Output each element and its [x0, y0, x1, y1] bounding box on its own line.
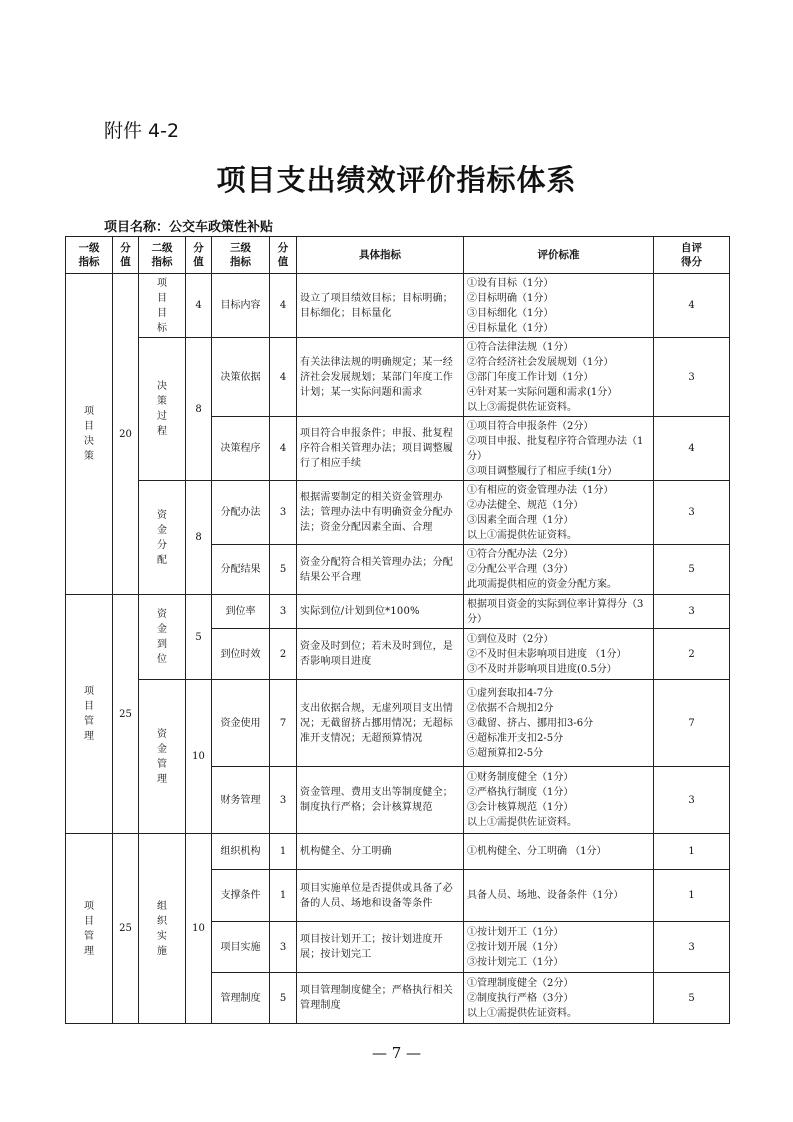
level3-cell: 财务管理: [212, 767, 270, 834]
indicator-cell: 有关法律法规的明确规定；某一经济社会发展规划；某部门年度工作计划；某一实际问题和需求: [297, 338, 464, 417]
header-indicator: 具体指标: [297, 237, 464, 274]
level3-score: 4: [270, 417, 297, 481]
standard-cell: ①符合法律法规（1分） ②符合经济社会发展规划（1分） ③部门年度工作计划（1分） ④针对某一实际问题和需求(1分） 以上③需提供佐证资料。: [464, 338, 654, 417]
level1-cell: 项目管理: [66, 834, 113, 1024]
indicator-cell: 支出依据合规，无虚列项目支出情况；无截留挤占挪用情况；无超标准开支情况；无超预算情况: [297, 680, 464, 767]
level3-cell: 到位时效: [212, 629, 270, 680]
level3-score: 3: [270, 767, 297, 834]
indicator-cell: 设立了项目绩效目标；目标明确；目标细化；目标量化: [297, 274, 464, 338]
self-score-cell: 2: [654, 629, 730, 680]
self-score-cell: 1: [654, 870, 730, 922]
level3-cell: 项目实施: [212, 922, 270, 973]
self-score-cell: 4: [654, 417, 730, 481]
self-score-cell: 3: [654, 481, 730, 545]
level2-score: 5: [186, 595, 212, 680]
level1-score: 25: [113, 834, 139, 1024]
attachment-label: 附件 4-2: [104, 120, 180, 142]
page-number: — 7 —: [371, 1044, 422, 1062]
table-row: [66, 680, 730, 767]
table-row: [66, 481, 730, 545]
level1-score: 25: [113, 595, 139, 834]
level2-cell: 决策过程: [139, 338, 186, 481]
table-row: [66, 274, 730, 338]
level1-score: 20: [113, 274, 139, 595]
header-level3: 三级指标: [212, 237, 270, 274]
level3-score: 7: [270, 680, 297, 767]
level2-cell: 组织实施: [139, 834, 186, 1024]
level3-score: 4: [270, 274, 297, 338]
level1-cell: 项目管理: [66, 595, 113, 834]
standard-cell: ①项目符合申报条件（2分） ②项目申报、批复程序符合管理办法（1分） ③项目调整履行了相应手续(1分）: [464, 417, 654, 481]
table-row: [66, 338, 730, 417]
indicator-cell: 实际到位/计划到位*100%: [297, 595, 464, 629]
level3-cell: 目标内容: [212, 274, 270, 338]
table-row: [66, 834, 730, 870]
level3-cell: 分配结果: [212, 545, 270, 595]
standard-cell: ①符合分配办法（2分） ②分配公平合理（3分） 此项需提供相应的资金分配方案。: [464, 545, 654, 595]
indicator-cell: 资金及时到位；若未及时到位，是否影响项目进度: [297, 629, 464, 680]
level3-score: 3: [270, 595, 297, 629]
level3-cell: 组织机构: [212, 834, 270, 870]
level2-cell: 资金分配: [139, 481, 186, 595]
indicator-cell: 根据需要制定的相关资金管理办法；管理办法中有明确资金分配办法；资金分配因素全面、合理: [297, 481, 464, 545]
project-name: 公交车政策性补贴: [169, 220, 274, 235]
standard-cell: ①到位及时（2分） ②不及时但未影响项目进度 （1分） ③不及时并影响项目进度(0.5分）: [464, 629, 654, 680]
indicator-cell: 项目实施单位是否提供或具备了必备的人员、场地和设备等条件: [297, 870, 464, 922]
indicator-cell: 项目管理制度健全；严格执行相关管理制度: [297, 973, 464, 1024]
indicator-cell: 项目按计划开工；按计划进度开展；按计划完工: [297, 922, 464, 973]
header-level2: 二级指标: [139, 237, 186, 274]
indicator-cell: 项目符合申报条件；申报、批复程序符合相关管理办法；项目调整履行了相应手续: [297, 417, 464, 481]
table-row: [66, 595, 730, 629]
level3-score: 2: [270, 629, 297, 680]
self-score-cell: 3: [654, 767, 730, 834]
indicator-cell: 资金分配符合相关管理办法；分配结果公平合理: [297, 545, 464, 595]
standard-cell: 根据项目资金的实际到位率计算得分（3分）: [464, 595, 654, 629]
header-level1: 一级指标: [66, 237, 113, 274]
level2-cell: 项目目标: [139, 274, 186, 338]
standard-cell: ①财务制度健全（1分） ②严格执行制度（1分） ③会计核算规范（1分） 以上①需提供佐证资料。: [464, 767, 654, 834]
level3-score: 1: [270, 834, 297, 870]
level2-cell: 资金管理: [139, 680, 186, 834]
header-standard: 评价标准: [464, 237, 654, 274]
self-score-cell: 4: [654, 274, 730, 338]
standard-cell: 具备人员、场地、设备条件（1分）: [464, 870, 654, 922]
indicator-cell: 资金管理、费用支出等制度健全；制度执行严格；会计核算规范: [297, 767, 464, 834]
header-score3: 分值: [270, 237, 297, 274]
self-score-cell: 5: [654, 973, 730, 1024]
indicator-cell: 机构健全、分工明确: [297, 834, 464, 870]
level2-score: 8: [186, 481, 212, 595]
indicator-table: [65, 236, 730, 1024]
level3-cell: 决策程序: [212, 417, 270, 481]
level3-cell: 决策依据: [212, 338, 270, 417]
self-score-cell: 3: [654, 922, 730, 973]
level2-score: 10: [186, 834, 212, 1024]
level3-cell: 支撑条件: [212, 870, 270, 922]
self-score-cell: 3: [654, 595, 730, 629]
standard-cell: ①设有目标（1分） ②目标明确（1分） ③目标细化（1分） ④目标量化（1分）: [464, 274, 654, 338]
level2-score: 8: [186, 338, 212, 481]
self-score-cell: 1: [654, 834, 730, 870]
level1-cell: 项目决策: [66, 274, 113, 595]
standard-cell: ①有相应的资金管理办法（1分） ②办法健全、规范（1分） ③因素全面合理（1分） 以上①需提供佐证资料。: [464, 481, 654, 545]
standard-cell: ①管理制度健全（2分） ②制度执行严格（3分） 以上①需提供佐证资料。: [464, 973, 654, 1024]
project-label: 项目名称：: [104, 220, 170, 235]
standard-cell: ①虚列套取扣4-7分 ②依据不合规扣2分 ③截留、挤占、挪用扣3-6分 ④超标准开支扣2-5分 ⑤超预算扣2-5分: [464, 680, 654, 767]
header-score2: 分值: [186, 237, 212, 274]
level3-score: 5: [270, 973, 297, 1024]
level2-cell: 资金到位: [139, 595, 186, 680]
table-header-row: [66, 237, 730, 274]
level3-cell: 资金使用: [212, 680, 270, 767]
standard-cell: ①按计划开工（1分） ②按计划开展（1分） ③按计划完工（1分）: [464, 922, 654, 973]
page-title: 项目支出绩效评价指标体系: [216, 163, 577, 197]
level3-score: 1: [270, 870, 297, 922]
project-name-line: [104, 216, 273, 235]
header-score1: 分值: [113, 237, 139, 274]
level2-score: 4: [186, 274, 212, 338]
self-score-cell: 5: [654, 545, 730, 595]
level3-cell: 管理制度: [212, 973, 270, 1024]
level3-score: 5: [270, 545, 297, 595]
self-score-cell: 7: [654, 680, 730, 767]
self-score-cell: 3: [654, 338, 730, 417]
level3-score: 3: [270, 481, 297, 545]
level2-score: 10: [186, 680, 212, 834]
header-self-score: 自评得分: [654, 237, 730, 274]
level3-score: 3: [270, 922, 297, 973]
level3-cell: 到位率: [212, 595, 270, 629]
level3-score: 4: [270, 338, 297, 417]
level3-cell: 分配办法: [212, 481, 270, 545]
standard-cell: ①机构健全、分工明确 （1分）: [464, 834, 654, 870]
